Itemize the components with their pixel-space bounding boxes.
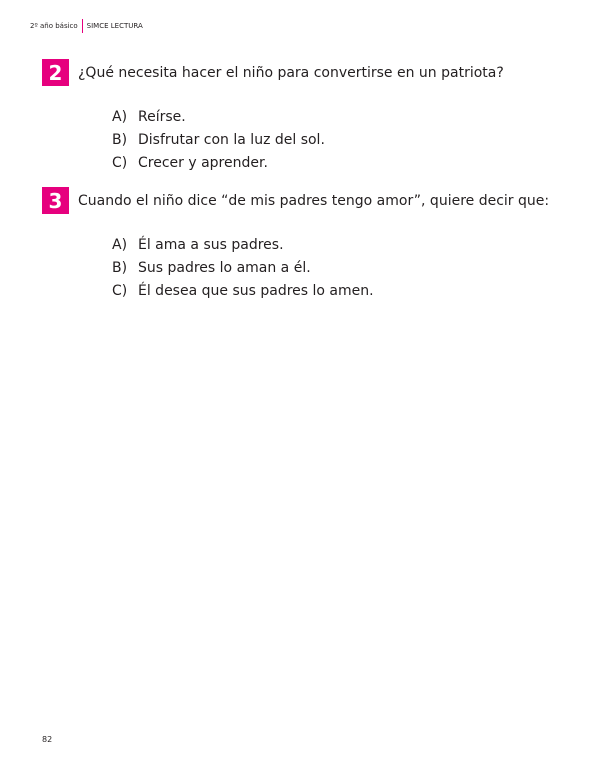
page-header xyxy=(30,19,143,33)
answer-option-b[interactable] xyxy=(112,128,562,151)
question-3 xyxy=(42,187,562,302)
answer-option-b[interactable] xyxy=(112,256,562,279)
option-letter: C) xyxy=(112,282,128,299)
grade-label: 2º año básico xyxy=(30,22,78,30)
option-letter: B) xyxy=(112,131,128,148)
option-text: Sus padres lo aman a él. xyxy=(138,259,311,276)
question-text: ¿Qué necesita hacer el niño para convertirse en un patriota? xyxy=(78,64,504,81)
question-2 xyxy=(42,59,562,174)
subject-label: SIMCE LECTURA xyxy=(86,22,143,30)
page-number: 82 xyxy=(42,735,53,744)
option-letter: A) xyxy=(112,108,128,125)
header-divider xyxy=(82,19,83,33)
answer-option-c[interactable] xyxy=(112,151,562,174)
answer-option-c[interactable] xyxy=(112,279,562,302)
question-number-badge: 2 xyxy=(42,59,69,86)
option-letter: C) xyxy=(112,154,128,171)
question-number-badge: 3 xyxy=(42,187,69,214)
answer-option-a[interactable] xyxy=(112,233,562,256)
answer-options xyxy=(42,105,562,174)
option-letter: A) xyxy=(112,236,128,253)
option-text: Reírse. xyxy=(138,108,186,125)
option-text: Él desea que sus padres lo amen. xyxy=(138,282,374,299)
option-text: Crecer y aprender. xyxy=(138,154,268,171)
question-text: Cuando el niño dice “de mis padres tengo amor”, quiere decir que: xyxy=(78,192,550,209)
option-text: Disfrutar con la luz del sol. xyxy=(138,131,325,148)
answer-option-a[interactable] xyxy=(112,105,562,128)
option-text: Él ama a sus padres. xyxy=(138,236,284,253)
option-letter: B) xyxy=(112,259,128,276)
answer-options xyxy=(42,233,562,302)
